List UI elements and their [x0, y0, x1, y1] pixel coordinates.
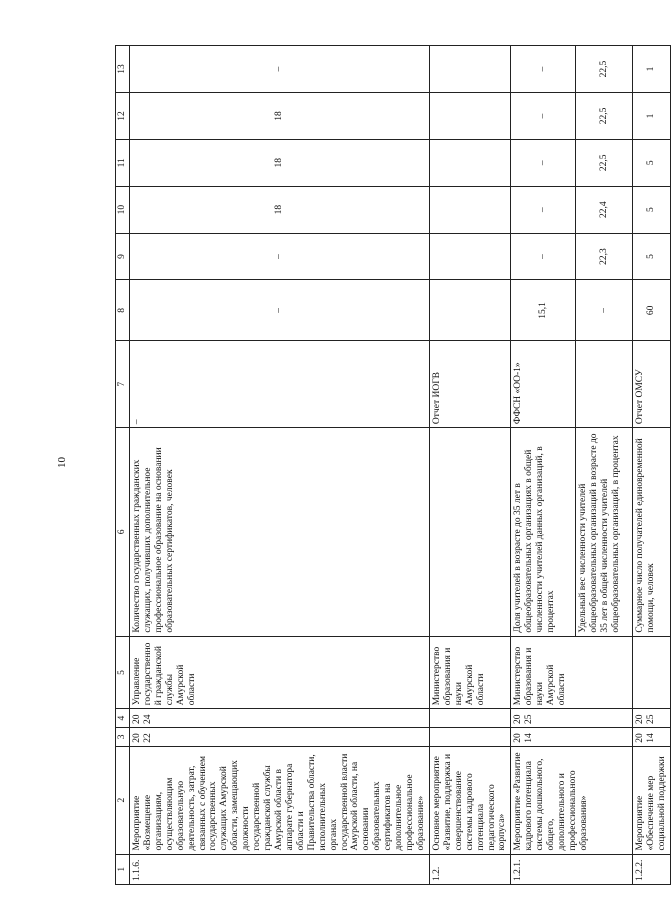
header-cell: 7	[116, 341, 130, 428]
value-cell: 18	[130, 186, 430, 233]
table-row	[429, 46, 510, 885]
year-start: 2014	[511, 728, 633, 747]
value-cell: –	[576, 280, 633, 341]
source-cell	[576, 341, 633, 428]
event-cell: Мероприятие «Возмещение организациям, осуществляющим образовательную деятельность, затрат, связанных с обучением государственных служащих Амурской области, замещающих должности государственной гражданской службы Амурской области в аппарате губернатора области и Правительства области, исполнительных органах государственной власти Амурской области, на основании образовательных сертификатов на дополнительное профессиональное образование»	[130, 746, 430, 854]
header-row	[116, 46, 130, 885]
header-cell: 3	[116, 728, 130, 747]
year-end	[429, 709, 510, 728]
year-start: 2014	[633, 728, 671, 747]
program-table	[115, 45, 671, 885]
year-end: 2025	[511, 709, 633, 728]
value-cell: –	[511, 233, 576, 280]
row-number: 1.2.1.	[511, 854, 633, 884]
value-cell: 1	[633, 93, 671, 140]
value-cell: 1	[633, 46, 671, 93]
value-cell	[429, 233, 510, 280]
value-cell: 5	[633, 139, 671, 186]
executor-cell: Управление государственной гражданской службы Амурской области	[130, 636, 430, 709]
header-cell: 6	[116, 428, 130, 637]
value-cell	[429, 93, 510, 140]
source-cell: Отчет ИОГВ	[429, 341, 510, 428]
value-cell: 18	[130, 139, 430, 186]
row-number: 1.1.6.	[130, 854, 430, 884]
header-cell: 5	[116, 636, 130, 709]
row-number: 1.2.	[429, 854, 510, 884]
header-cell: 1	[116, 854, 130, 884]
value-cell: 15,1	[511, 280, 576, 341]
value-cell	[429, 139, 510, 186]
value-cell: –	[130, 46, 430, 93]
year-start	[429, 728, 510, 747]
value-cell: –	[511, 93, 576, 140]
row-number: 1.2.2.	[633, 854, 671, 884]
header-cell: 10	[116, 186, 130, 233]
source-cell: ФФСН «ОО-1»	[511, 341, 576, 428]
value-cell: 5	[633, 233, 671, 280]
source-cell: –	[130, 341, 430, 428]
value-cell: –	[130, 280, 430, 341]
value-cell: 5	[633, 186, 671, 233]
value-cell: 22,5	[576, 139, 633, 186]
header-cell: 2	[116, 746, 130, 854]
value-cell	[429, 280, 510, 341]
value-cell: 18	[130, 93, 430, 140]
executor-cell: Министерство образования и науки Амурской области	[511, 636, 633, 709]
value-cell: –	[511, 186, 576, 233]
event-cell: Мероприятие «Развитие кадрового потенциала системы дошкольного, общего, дополнительного и профессионального образования»	[511, 746, 633, 854]
page-number: 10	[56, 457, 68, 468]
event-cell: Мероприятие «Обеспечение мер социальной поддержки	[633, 746, 671, 854]
header-cell: 9	[116, 233, 130, 280]
table-row	[511, 46, 576, 885]
indicator-cell	[429, 428, 510, 637]
value-cell: 22,4	[576, 186, 633, 233]
header-cell: 8	[116, 280, 130, 341]
value-cell: 22,3	[576, 233, 633, 280]
header-cell: 13	[116, 46, 130, 93]
header-cell: 12	[116, 93, 130, 140]
executor-cell	[633, 636, 671, 709]
source-cell: Отчет ОМСУ	[633, 341, 671, 428]
executor-cell: Министерство образования и науки Амурской области	[429, 636, 510, 709]
value-cell: –	[130, 233, 430, 280]
year-start: 2022	[130, 728, 430, 747]
indicator-cell: Доля учителей в возрасте до 35 лет в общеобразовательных организациях в общей численности учителей данных организаций, в процентах	[511, 428, 576, 637]
year-end: 2025	[633, 709, 671, 728]
value-cell	[429, 186, 510, 233]
table-row	[130, 46, 430, 885]
indicator-cell: Количество государственных гражданских служащих, получивших дополнительное профессиональное образование на основании образовательных сертификатов, человек	[130, 428, 430, 637]
year-end: 2024	[130, 709, 430, 728]
value-cell	[429, 46, 510, 93]
value-cell: –	[511, 46, 576, 93]
indicator-cell: Суммарное число получателей единовременной помощи, человек	[633, 428, 671, 637]
table-row	[633, 46, 671, 885]
value-cell: –	[511, 139, 576, 186]
value-cell: 60	[633, 280, 671, 341]
event-cell: Основное мероприятие «Развитие, поддержка и совершенствование системы кадрового потенциала педагогического корпуса»	[429, 746, 510, 854]
value-cell: 22,5	[576, 46, 633, 93]
header-cell: 11	[116, 139, 130, 186]
rotated-table-page	[115, 45, 668, 885]
header-cell: 4	[116, 709, 130, 728]
value-cell: 22,5	[576, 93, 633, 140]
indicator-cell: Удельный вес численности учителей общеобразовательных организаций в возрасте до 35 лет в общей численности учителей общеобразовательных организаций, в процентах	[576, 428, 633, 637]
